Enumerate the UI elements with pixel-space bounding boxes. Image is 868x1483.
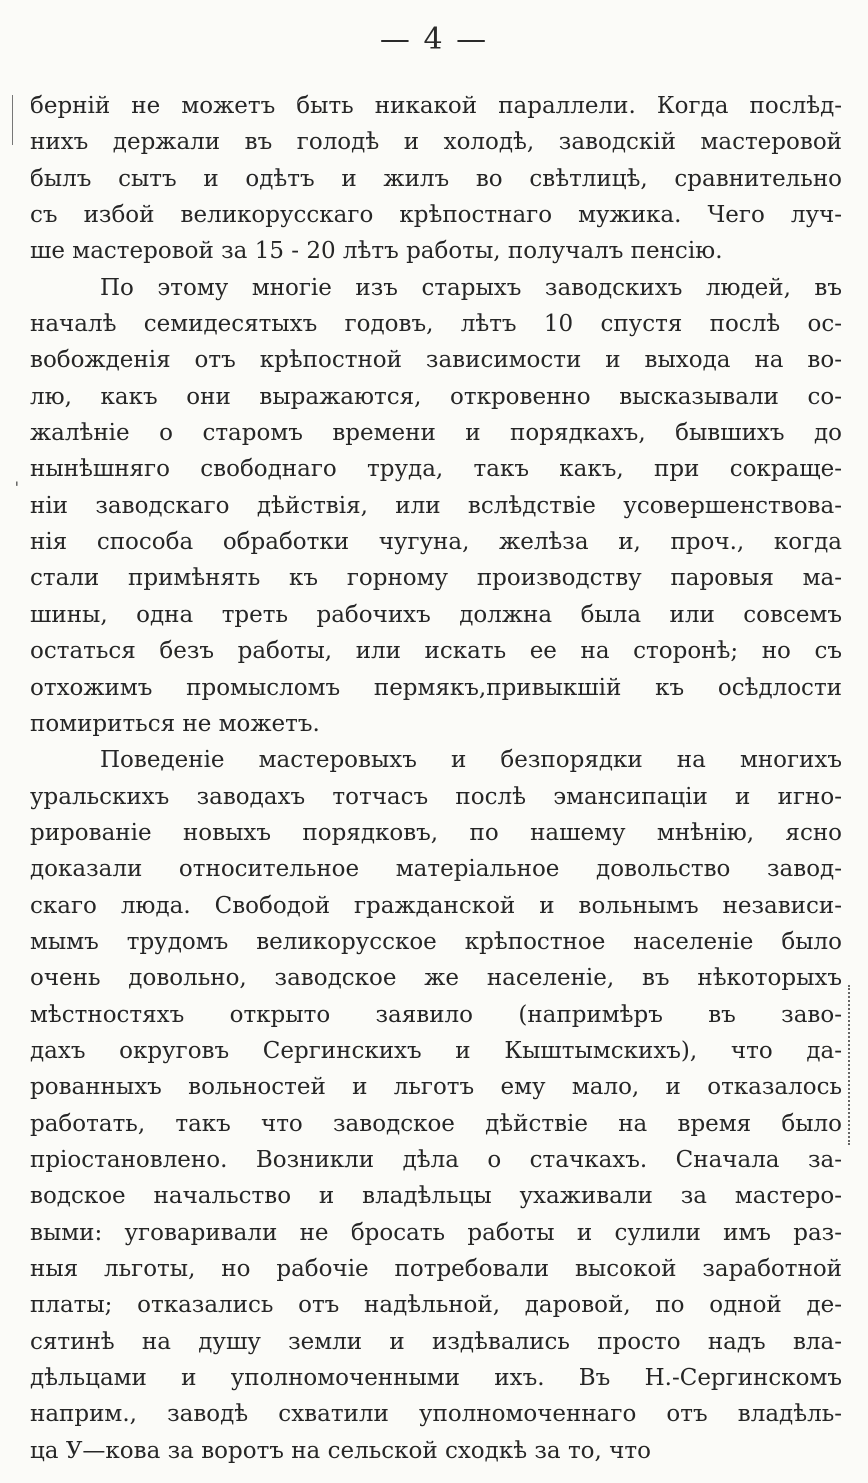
text-line: остаться безъ работы, или искать ее на сторонѣ; но съ	[30, 638, 842, 665]
text-line: ше мастеровой за 15 - 20 лѣтъ работы, получалъ пенсію.	[30, 238, 723, 265]
left-margin-tick: '	[12, 478, 22, 497]
text-line: вобожденія отъ крѣпостной зависимости и выхода на во-	[30, 347, 842, 374]
text-line: ныя льготы, но рабочіе потребовали высокой заработной	[30, 1256, 842, 1282]
left-margin-mark	[12, 95, 13, 145]
text-line: мѣстностяхъ открыто заявило (напримѣръ въ заво-	[30, 1001, 842, 1028]
page-number: — 4 —	[379, 22, 489, 57]
text-line: очень довольно, заводское же населеніе, въ нѣкоторыхъ	[30, 965, 842, 992]
text-line: рированіе новыхъ порядковъ, по нашему мнѣнію, ясно	[30, 819, 842, 846]
text-line: Поведеніе мастеровыхъ и безпорядки на многихъ	[100, 747, 842, 774]
text-line: По этому многіе изъ старыхъ заводскихъ людей, въ	[100, 274, 842, 301]
text-line: отхожимъ промысломъ пермякъ,привыкшій къ осѣдлости	[30, 674, 842, 701]
text-line: шины, одна треть рабочихъ должна была или совсемъ	[30, 601, 842, 628]
text-line: пріостановлено. Возникли дѣла о стачкахъ. Сначала за-	[30, 1146, 842, 1173]
text-line: мымъ трудомъ великорусское крѣпостное населеніе было	[30, 928, 842, 955]
text-line: нія способа обработки чугуна, желѣза и, проч., когда	[30, 529, 842, 556]
text-line: водское начальство и владѣльцы ухаживали за мастеро-	[30, 1183, 842, 1210]
text-line: стали примѣнять къ горному производству паровыя ма-	[30, 565, 842, 592]
text-line: уральскихъ заводахъ тотчасъ послѣ эмансипаціи и игно-	[30, 783, 842, 810]
text-line: скаго люда. Свободой гражданской и вольнымъ независи-	[30, 892, 842, 919]
right-margin-mark	[848, 985, 850, 1145]
body-text	[30, 88, 842, 1469]
text-line: лю, какъ они выражаются, откровенно высказывали со-	[30, 383, 842, 410]
text-line: берній не можетъ быть никакой параллели. Когда послѣд-	[30, 93, 842, 119]
text-line: платы; отказались отъ надѣльной, даровой, по одной де-	[30, 1292, 842, 1319]
text-line: жалѣніе о старомъ времени и порядкахъ, бывшихъ до	[30, 420, 842, 447]
text-line: ца У—кова за воротъ на сельской сходкѣ за то, что	[30, 1437, 651, 1464]
text-line: дахъ округовъ Сергинскихъ и Кыштымскихъ), что да-	[30, 1037, 842, 1064]
text-line: сятинѣ на душу земли и издѣвались просто надъ вла-	[30, 1328, 842, 1355]
text-line: выми: уговаривали не бросать работы и сулили имъ раз-	[30, 1219, 842, 1246]
text-line: нынѣшняго свободнаго труда, такъ какъ, при сокраще-	[30, 456, 842, 483]
text-line: ніи заводскаго дѣйствія, или вслѣдствіе усовершенствова-	[30, 492, 842, 519]
text-line: началѣ семидесятыхъ годовъ, лѣтъ 10 спустя послѣ ос-	[30, 311, 842, 338]
text-line: рованныхъ вольностей и льготъ ему мало, и отказалось	[30, 1074, 842, 1101]
text-line: дѣльцами и уполномоченными ихъ. Въ Н.-Сергинскомъ	[30, 1365, 842, 1392]
text-line: доказали относительное матеріальное довольство завод-	[30, 856, 842, 883]
text-line: былъ сытъ и одѣтъ и жилъ во свѣтлицѣ, сравнительно	[30, 165, 842, 192]
text-line: работать, такъ что заводское дѣйствіе на время было	[30, 1110, 842, 1137]
text-line: нихъ держали въ голодѣ и холодѣ, заводскій мастеровой	[30, 129, 842, 156]
text-line: съ избой великорусскаго крѣпостнаго мужика. Чего луч-	[30, 202, 842, 229]
text-line: наприм., заводѣ схватили уполномоченнаго отъ владѣль-	[30, 1401, 842, 1428]
text-line: помириться не можетъ.	[30, 710, 320, 737]
